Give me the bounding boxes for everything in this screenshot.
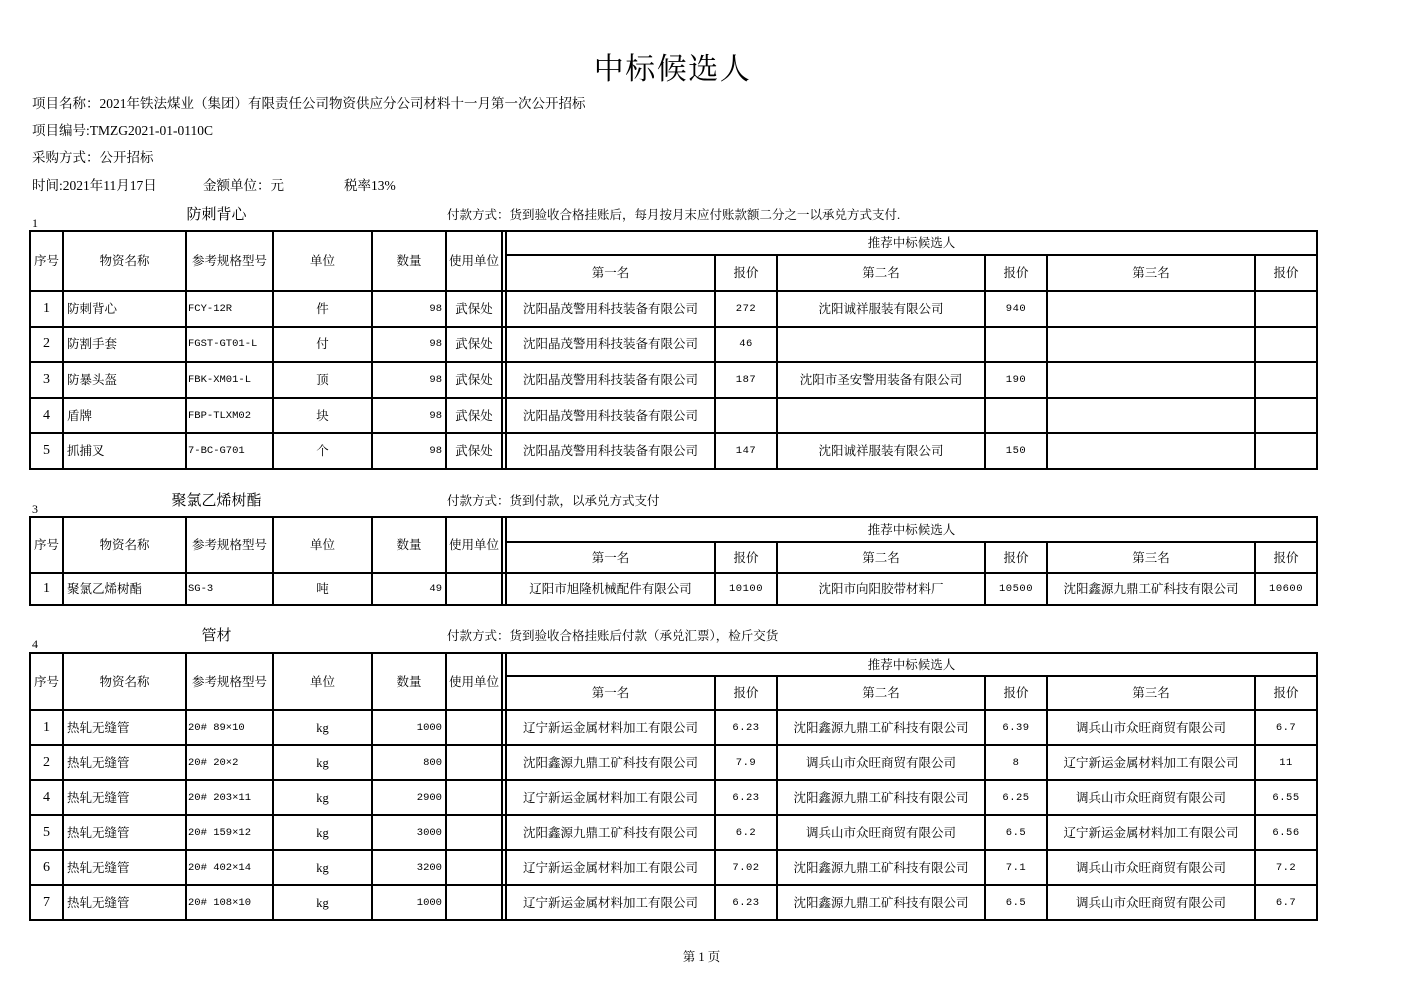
second-price: [985, 398, 1047, 434]
material-name: 热轧无缝管: [63, 745, 186, 780]
payment-terms: 付款方式：货到验收合格挂账后付款（承兑汇票），检斤交货: [447, 629, 779, 643]
header-first-place: 第一名: [506, 676, 715, 710]
first-candidate: 辽宁新运金属材料加工有限公司: [506, 885, 715, 920]
unit: 顶: [273, 362, 372, 398]
header-row: [30, 231, 1317, 255]
header-price: 报价: [985, 542, 1047, 573]
table-row: [30, 433, 1317, 469]
third-candidate: [1047, 327, 1255, 363]
header-second-place: 第二名: [777, 255, 985, 291]
spec-model: 20# 203×11: [186, 780, 273, 815]
table-body: [30, 291, 1317, 469]
first-candidate: 沈阳鑫源九鼎工矿科技有限公司: [506, 745, 715, 780]
third-candidate: 调兵山市众旺商贸有限公司: [1047, 850, 1255, 885]
header-recommended-candidates: 推荐中标候选人: [506, 231, 1317, 255]
first-price: 187: [715, 362, 777, 398]
third-candidate: [1047, 291, 1255, 327]
third-candidate: 调兵山市众旺商贸有限公司: [1047, 885, 1255, 920]
first-candidate: 辽宁新运金属材料加工有限公司: [506, 850, 715, 885]
table-row: [30, 745, 1317, 780]
row-number: 7: [30, 885, 63, 920]
header-price: 报价: [985, 676, 1047, 710]
material-name: 防割手套: [63, 327, 186, 363]
header-using-department: 使用单位: [446, 231, 502, 291]
project-code-label: 项目编号:: [32, 123, 90, 138]
material-name: 盾牌: [63, 398, 186, 434]
second-candidate: 沈阳鑫源九鼎工矿科技有限公司: [777, 710, 985, 745]
third-candidate: 辽宁新运金属材料加工有限公司: [1047, 815, 1255, 850]
second-candidate: 沈阳鑫源九鼎工矿科技有限公司: [777, 780, 985, 815]
procurement-method-line: [32, 150, 932, 166]
table-row: [30, 850, 1317, 885]
quantity: 98: [372, 433, 446, 469]
section-number: 1: [32, 216, 38, 230]
table-header: [30, 653, 1317, 710]
second-price: 190: [985, 362, 1047, 398]
payment-terms: 付款方式：货到付款，以承兑方式支付: [447, 494, 660, 508]
third-candidate: 沈阳鑫源九鼎工矿科技有限公司: [1047, 573, 1255, 605]
using-department: [446, 815, 502, 850]
table-body: [30, 710, 1317, 920]
third-candidate: [1047, 362, 1255, 398]
bid-date-label: 时间:: [32, 178, 63, 193]
header-price: 报价: [715, 255, 777, 291]
second-candidate: [777, 327, 985, 363]
header-material-name: 物资名称: [63, 653, 186, 710]
using-department: 武保处: [446, 291, 502, 327]
using-department: [446, 885, 502, 920]
tax-rate: 税率13%: [344, 178, 396, 193]
third-candidate: 调兵山市众旺商贸有限公司: [1047, 710, 1255, 745]
table-row: [30, 780, 1317, 815]
third-price: 6.55: [1255, 780, 1317, 815]
table-row: [30, 327, 1317, 363]
third-price: 6.7: [1255, 885, 1317, 920]
first-price: [715, 398, 777, 434]
header-spec-model: 参考规格型号: [186, 517, 273, 573]
unit: kg: [273, 850, 372, 885]
header-price: 报价: [1255, 676, 1317, 710]
second-price: 150: [985, 433, 1047, 469]
first-price: 6.23: [715, 710, 777, 745]
procurement-method-label: 采购方式：: [32, 150, 100, 165]
second-candidate: [777, 398, 985, 434]
header-first-place: 第一名: [506, 255, 715, 291]
unit: kg: [273, 815, 372, 850]
second-price: 6.39: [985, 710, 1047, 745]
first-price: 272: [715, 291, 777, 327]
first-candidate: 沈阳晶茂警用科技装备有限公司: [506, 433, 715, 469]
header-index: 序号: [30, 517, 63, 573]
third-price: 7.2: [1255, 850, 1317, 885]
header-price: 报价: [985, 255, 1047, 291]
quantity: 49: [372, 573, 446, 605]
unit: 块: [273, 398, 372, 434]
first-price: 147: [715, 433, 777, 469]
procurement-method: 公开招标: [99, 150, 154, 165]
first-candidate: 沈阳晶茂警用科技装备有限公司: [506, 291, 715, 327]
third-price: [1255, 433, 1317, 469]
second-candidate: 沈阳诚祥服装有限公司: [777, 433, 985, 469]
first-candidate: 沈阳晶茂警用科技装备有限公司: [506, 362, 715, 398]
third-candidate: 辽宁新运金属材料加工有限公司: [1047, 745, 1255, 780]
first-price: 7.02: [715, 850, 777, 885]
using-department: 武保处: [446, 398, 502, 434]
material-name: 热轧无缝管: [63, 710, 186, 745]
table-row: [30, 398, 1317, 434]
second-price: 6.5: [985, 815, 1047, 850]
row-number: 2: [30, 327, 63, 363]
row-number: 4: [30, 780, 63, 815]
header-recommended-candidates: 推荐中标候选人: [506, 653, 1317, 676]
first-candidate: 沈阳晶茂警用科技装备有限公司: [506, 327, 715, 363]
quantity: 98: [372, 291, 446, 327]
section-name: 聚氯乙烯树酯: [171, 493, 262, 509]
unit: 付: [273, 327, 372, 363]
header-price: 报价: [715, 676, 777, 710]
first-price: 6.2: [715, 815, 777, 850]
payment-terms: 付款方式：货到验收合格挂账后，每月按月末应付账款额二分之一以承兑方式支付.: [447, 208, 901, 222]
section-pipes: [0, 628, 1403, 910]
table-header: [30, 231, 1317, 291]
second-candidate: 沈阳诚祥服装有限公司: [777, 291, 985, 327]
page-number-footer: 第 1 页: [682, 950, 721, 964]
second-candidate: 调兵山市众旺商贸有限公司: [777, 745, 985, 780]
header-unit: 单位: [273, 231, 372, 291]
third-price: 10600: [1255, 573, 1317, 605]
header-unit: 单位: [273, 517, 372, 573]
unit: kg: [273, 710, 372, 745]
table-body: [30, 573, 1317, 605]
header-spec-model: 参考规格型号: [186, 653, 273, 710]
section-number: 4: [32, 637, 38, 651]
spec-model: SG-3: [186, 573, 273, 605]
material-name: 热轧无缝管: [63, 780, 186, 815]
currency-unit-label: 金额单位：: [203, 178, 271, 193]
second-price: 10500: [985, 573, 1047, 605]
header-quantity: 数量: [372, 653, 446, 710]
project-name: 2021年铁法煤业（集团）有限责任公司物资供应分公司材料十一月第一次公开招标: [99, 96, 586, 111]
spec-model: 7-BC-G701: [186, 433, 273, 469]
second-price: [985, 327, 1047, 363]
unit: 吨: [273, 573, 372, 605]
bid-candidates-table: [29, 652, 1318, 921]
bid-candidates-table: [29, 230, 1318, 470]
unit: kg: [273, 780, 372, 815]
unit: kg: [273, 885, 372, 920]
row-number: 4: [30, 398, 63, 434]
spec-model: FBK-XM01-L: [186, 362, 273, 398]
first-candidate: 辽宁新运金属材料加工有限公司: [506, 710, 715, 745]
header-recommended-candidates: 推荐中标候选人: [506, 517, 1317, 542]
header-price: 报价: [715, 542, 777, 573]
header-material-name: 物资名称: [63, 231, 186, 291]
date-currency-tax-line: [32, 178, 932, 194]
using-department: [446, 710, 502, 745]
using-department: [446, 850, 502, 885]
second-price: 8: [985, 745, 1047, 780]
quantity: 98: [372, 362, 446, 398]
using-department: 武保处: [446, 362, 502, 398]
header-third-place: 第三名: [1047, 676, 1255, 710]
material-name: 抓捕叉: [63, 433, 186, 469]
material-name: 热轧无缝管: [63, 815, 186, 850]
row-number: 6: [30, 850, 63, 885]
using-department: 武保处: [446, 433, 502, 469]
table-row: [30, 573, 1317, 605]
bid-date: [32, 178, 157, 194]
material-name: 热轧无缝管: [63, 850, 186, 885]
project-name-line: [32, 96, 932, 112]
row-number: 1: [30, 291, 63, 327]
unit: 件: [273, 291, 372, 327]
header-price: 报价: [1255, 255, 1317, 291]
section-pvc-resin: [0, 493, 1403, 596]
project-name-label: 项目名称：: [32, 96, 100, 111]
header-unit: 单位: [273, 653, 372, 710]
table-row: [30, 291, 1317, 327]
third-price: 6.56: [1255, 815, 1317, 850]
spec-model: 20# 108×10: [186, 885, 273, 920]
second-price: 6.25: [985, 780, 1047, 815]
bid-candidates-table: [29, 516, 1318, 606]
spec-model: 20# 89×10: [186, 710, 273, 745]
third-price: 11: [1255, 745, 1317, 780]
using-department: 武保处: [446, 327, 502, 363]
header-price: 报价: [1255, 542, 1317, 573]
unit: 个: [273, 433, 372, 469]
section-name: 管材: [201, 628, 232, 644]
first-price: 6.23: [715, 780, 777, 815]
row-number: 5: [30, 815, 63, 850]
first-price: 10100: [715, 573, 777, 605]
row-number: 2: [30, 745, 63, 780]
material-name: 防暴头盔: [63, 362, 186, 398]
quantity: 98: [372, 327, 446, 363]
third-candidate: 调兵山市众旺商贸有限公司: [1047, 780, 1255, 815]
using-department: [446, 573, 502, 605]
first-candidate: 沈阳晶茂警用科技装备有限公司: [506, 398, 715, 434]
header-material-name: 物资名称: [63, 517, 186, 573]
section-name: 防刺背心: [186, 207, 247, 223]
first-price: 46: [715, 327, 777, 363]
table-row: [30, 885, 1317, 920]
table-row: [30, 710, 1317, 745]
header-second-place: 第二名: [777, 542, 985, 573]
using-department: [446, 745, 502, 780]
third-candidate: [1047, 398, 1255, 434]
section-number: 3: [32, 502, 38, 516]
quantity: 800: [372, 745, 446, 780]
project-code-line: [32, 123, 932, 139]
quantity: 1000: [372, 885, 446, 920]
header-third-place: 第三名: [1047, 255, 1255, 291]
row-number: 1: [30, 710, 63, 745]
spec-model: FBP-TLXM02: [186, 398, 273, 434]
second-candidate: 沈阳市圣安警用装备有限公司: [777, 362, 985, 398]
first-candidate: 沈阳鑫源九鼎工矿科技有限公司: [506, 815, 715, 850]
spec-model: 20# 20×2: [186, 745, 273, 780]
material-name: 热轧无缝管: [63, 885, 186, 920]
row-number: 5: [30, 433, 63, 469]
spec-model: FGST-GT01-L: [186, 327, 273, 363]
table-row: [30, 815, 1317, 850]
unit: kg: [273, 745, 372, 780]
third-candidate: [1047, 433, 1255, 469]
bid-date-value: 2021年11月17日: [62, 178, 157, 193]
header-row: [30, 517, 1317, 542]
header-quantity: 数量: [372, 231, 446, 291]
header-first-place: 第一名: [506, 542, 715, 573]
row-number: 1: [30, 573, 63, 605]
quantity: 98: [372, 398, 446, 434]
using-department: [446, 780, 502, 815]
currency-unit: [203, 178, 284, 194]
table-row: [30, 362, 1317, 398]
spec-model: 20# 402×14: [186, 850, 273, 885]
second-price: 940: [985, 291, 1047, 327]
header-third-place: 第三名: [1047, 542, 1255, 573]
first-price: 6.23: [715, 885, 777, 920]
material-name: 防刺背心: [63, 291, 186, 327]
currency-unit-value: 元: [270, 178, 284, 193]
second-price: 7.1: [985, 850, 1047, 885]
second-price: 6.5: [985, 885, 1047, 920]
third-price: [1255, 362, 1317, 398]
page-title: 中标候选人: [593, 53, 752, 86]
table-header: [30, 517, 1317, 573]
first-candidate: 辽阳市旭隆机械配件有限公司: [506, 573, 715, 605]
third-price: [1255, 291, 1317, 327]
third-price: 6.7: [1255, 710, 1317, 745]
header-index: 序号: [30, 231, 63, 291]
second-candidate: 沈阳鑫源九鼎工矿科技有限公司: [777, 850, 985, 885]
third-price: [1255, 327, 1317, 363]
header-using-department: 使用单位: [446, 653, 502, 710]
second-candidate: 调兵山市众旺商贸有限公司: [777, 815, 985, 850]
header-using-department: 使用单位: [446, 517, 502, 573]
header-quantity: 数量: [372, 517, 446, 573]
first-price: 7.9: [715, 745, 777, 780]
second-candidate: 沈阳市向阳胶带材料厂: [777, 573, 985, 605]
project-code: TMZG2021-01-0110C: [89, 123, 214, 138]
header-index: 序号: [30, 653, 63, 710]
first-candidate: 辽宁新运金属材料加工有限公司: [506, 780, 715, 815]
quantity: 2900: [372, 780, 446, 815]
spec-model: 20# 159×12: [186, 815, 273, 850]
row-number: 3: [30, 362, 63, 398]
quantity: 3200: [372, 850, 446, 885]
header-second-place: 第二名: [777, 676, 985, 710]
quantity: 1000: [372, 710, 446, 745]
third-price: [1255, 398, 1317, 434]
second-candidate: 沈阳鑫源九鼎工矿科技有限公司: [777, 885, 985, 920]
header-spec-model: 参考规格型号: [186, 231, 273, 291]
section-anti-stab-vest: [0, 207, 1403, 459]
material-name: 聚氯乙烯树酯: [63, 573, 186, 605]
header-row: [30, 653, 1317, 676]
quantity: 3000: [372, 815, 446, 850]
spec-model: FCY-12R: [186, 291, 273, 327]
